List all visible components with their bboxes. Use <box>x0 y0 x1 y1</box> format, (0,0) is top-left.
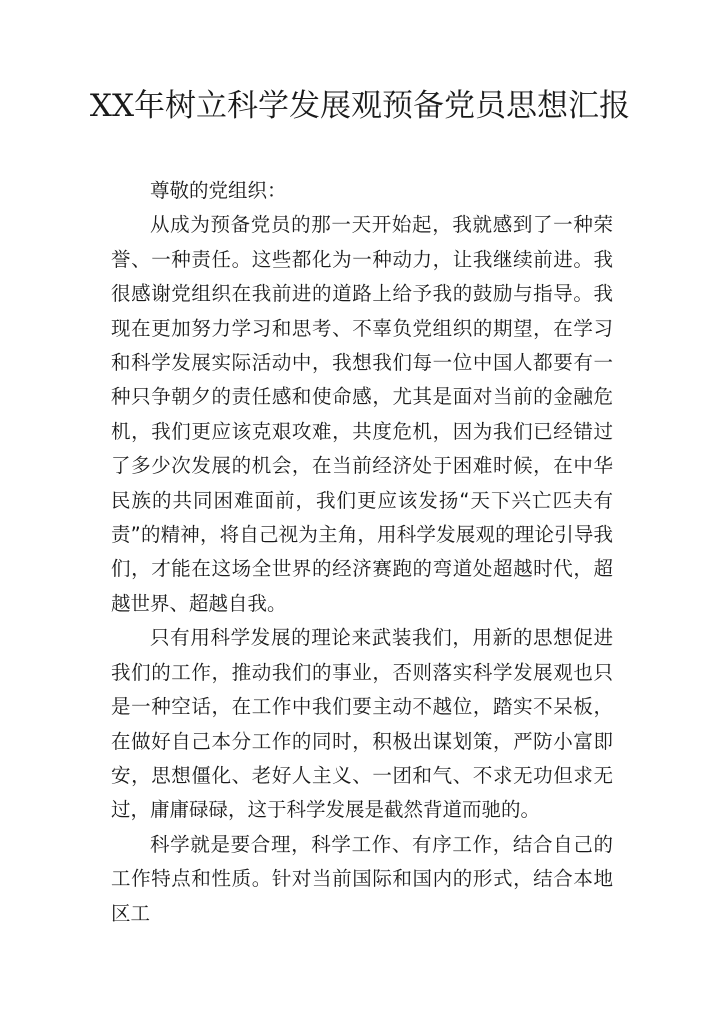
document-body <box>111 174 613 931</box>
paragraph-3: 科学就是要合理，科学工作、有序工作，结合自己的工作特点和性质。针对当前国际和国内的形式，结合本地区工 <box>111 832 613 925</box>
document-title: XX年树立科学发展观预备党员思想汇报 <box>89 88 631 124</box>
salutation: 尊敬的党组织： <box>150 179 287 202</box>
paragraph-1: 从成为预备党员的那一天开始起，我就感到了一种荣誉、一种责任。这些都化为一种动力，让我继续前进。我很感谢党组织在我前进的道路上给予我的鼓励与指导。我现在更加努力学习和思考、不辜负党组织的期望，在学习和科学发展实际活动中，我想我们每一位中国人都要有一种只争朝夕的责任感和使命感，尤其是面对当前的金融危机，我们更应该克艰攻难，共度危机，因为我们已经错过了多少次发展的机会，在当前经济处于困难时候，在中华民族的共同困难面前，我们更应该发扬“天下兴亡匹夫有责”的精神，将自己视为主角，用科学发展观的理论引导我们，才能在这场全世界的经济赛跑的弯道处超越时代，超越世界、超越自我。 <box>111 213 613 615</box>
paragraph-2: 只有用科学发展的理论来武装我们，用新的思想促进我们的工作，推动我们的事业，否则落实科学发展观也只是一种空话，在工作中我们要主动不越位，踏实不呆板，在做好自己本分工作的同时，积极出谋划策，严防小富即安，思想僵化、老好人主义、一团和气、不求无功但求无过，庸庸碌碌，这于科学发展是截然背道而驰的。 <box>111 626 613 822</box>
